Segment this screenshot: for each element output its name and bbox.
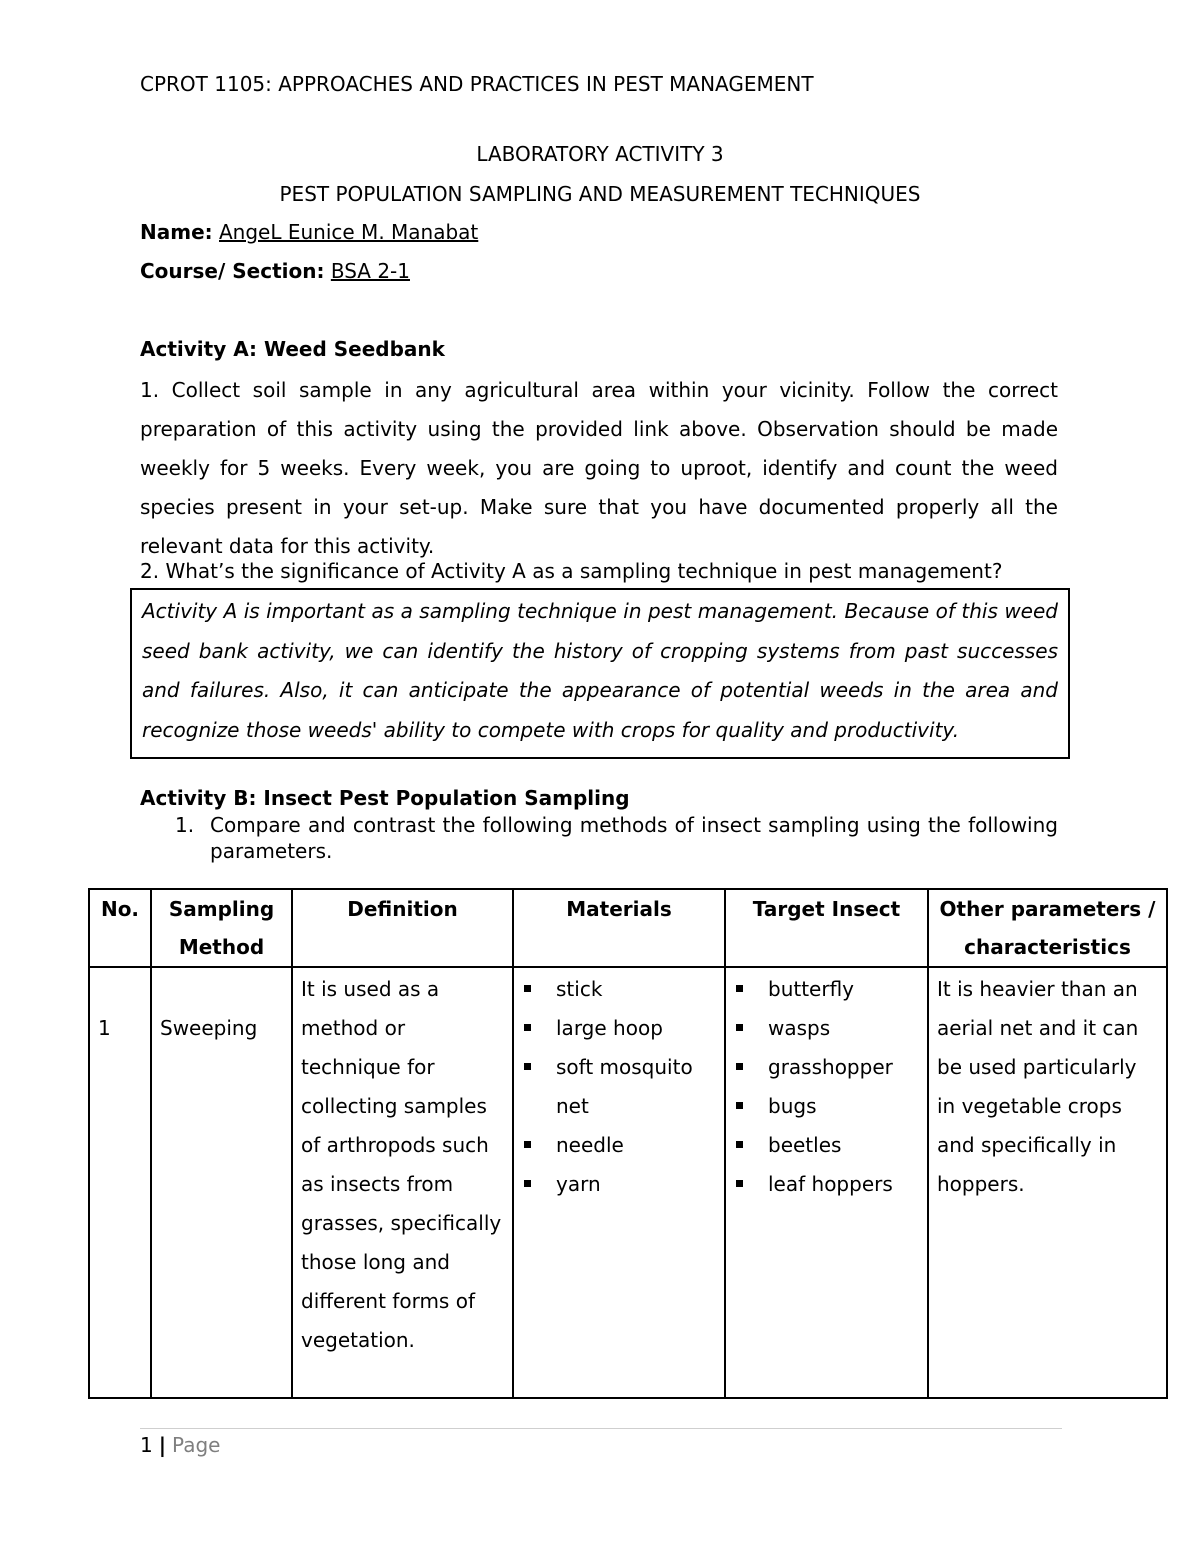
footer-divider <box>140 1428 1062 1429</box>
header-target-insect: Target Insect <box>725 889 928 967</box>
cell-no: 1 <box>89 967 151 1398</box>
list-item: wasps <box>734 1009 919 1048</box>
header-definition: Definition <box>292 889 513 967</box>
instruction-number: 1. <box>175 813 195 837</box>
header-other-parameters: Other parameters / characteristics <box>928 889 1167 967</box>
list-item: stick <box>522 970 716 1009</box>
instruction-text: Compare and contrast the following methods of insect sampling using the following parameters. <box>210 813 1058 863</box>
list-item: leaf hoppers <box>734 1165 919 1204</box>
page-label: Page <box>172 1433 221 1457</box>
table-header-row <box>89 889 1167 967</box>
activity-b-heading: Activity B: Insect Pest Population Sampling <box>140 786 630 810</box>
page-footer <box>140 1433 220 1457</box>
section-value: BSA 2-1 <box>330 259 410 283</box>
cell-target-insect <box>725 967 928 1398</box>
table-row <box>89 967 1167 1398</box>
cell-materials <box>513 967 725 1398</box>
list-item: beetles <box>734 1126 919 1165</box>
footer-separator: | <box>158 1433 167 1457</box>
activity-a-instruction: 1. Collect soil sample in any agricultural area within your vicinity. Follow the correct preparation of this activity using the provided link above. Observation should be made weekly for 5 weeks. Every week, you are going to uproot, identify and count the weed species present in your set-up. Make sure that you have documented properly all the relevant data for this activity. <box>140 378 1058 558</box>
cell-definition: It is used as a method or technique for collecting samples of arthropods such as insects from grasses, specifically those long and different forms of vegetation. <box>292 967 513 1398</box>
lab-title: LABORATORY ACTIVITY 3 <box>476 142 724 166</box>
materials-list <box>522 970 716 1204</box>
activity-a-question: 2. What’s the significance of Activity A as a sampling technique in pest management? <box>140 559 1003 583</box>
list-item: large hoop <box>522 1009 716 1048</box>
list-item: grasshopper <box>734 1048 919 1087</box>
list-item: butterfly <box>734 970 919 1009</box>
activity-a-answer-box: Activity A is important as a sampling technique in pest management. Because of this weed seed bank activity, we can identify the history of cropping systems from past successes and failures. Also, it can anticipate the appearance of potential weeds in the area and recognize those weeds' ability to compete with crops for quality and productivity. <box>130 588 1070 759</box>
name-line <box>140 220 478 244</box>
cell-other-parameters: It is heavier than an aerial net and it can be used particularly in vegetable crops and specifically in hoppers. <box>928 967 1167 1398</box>
list-item: needle <box>522 1126 716 1165</box>
section-line <box>140 259 410 283</box>
lab-subtitle: PEST POPULATION SAMPLING AND MEASUREMENT TECHNIQUES <box>279 182 921 206</box>
page-number: 1 <box>140 1433 153 1457</box>
list-item: bugs <box>734 1087 919 1126</box>
sampling-methods-table <box>88 888 1168 1399</box>
header-sampling-method: Sampling Method <box>151 889 292 967</box>
cell-method: Sweeping <box>151 967 292 1398</box>
section-label: Course/ Section: <box>140 259 325 283</box>
name-value: AngeL Eunice M. Manabat <box>219 220 479 244</box>
course-title: CPROT 1105: APPROACHES AND PRACTICES IN PEST MANAGEMENT <box>140 72 814 96</box>
list-item: yarn <box>522 1165 716 1204</box>
header-materials: Materials <box>513 889 725 967</box>
activity-a-heading: Activity A: Weed Seedbank <box>140 337 445 361</box>
name-label: Name: <box>140 220 213 244</box>
list-item: soft mosquito net <box>522 1048 716 1126</box>
header-no: No. <box>89 889 151 967</box>
target-insect-list <box>734 970 919 1204</box>
